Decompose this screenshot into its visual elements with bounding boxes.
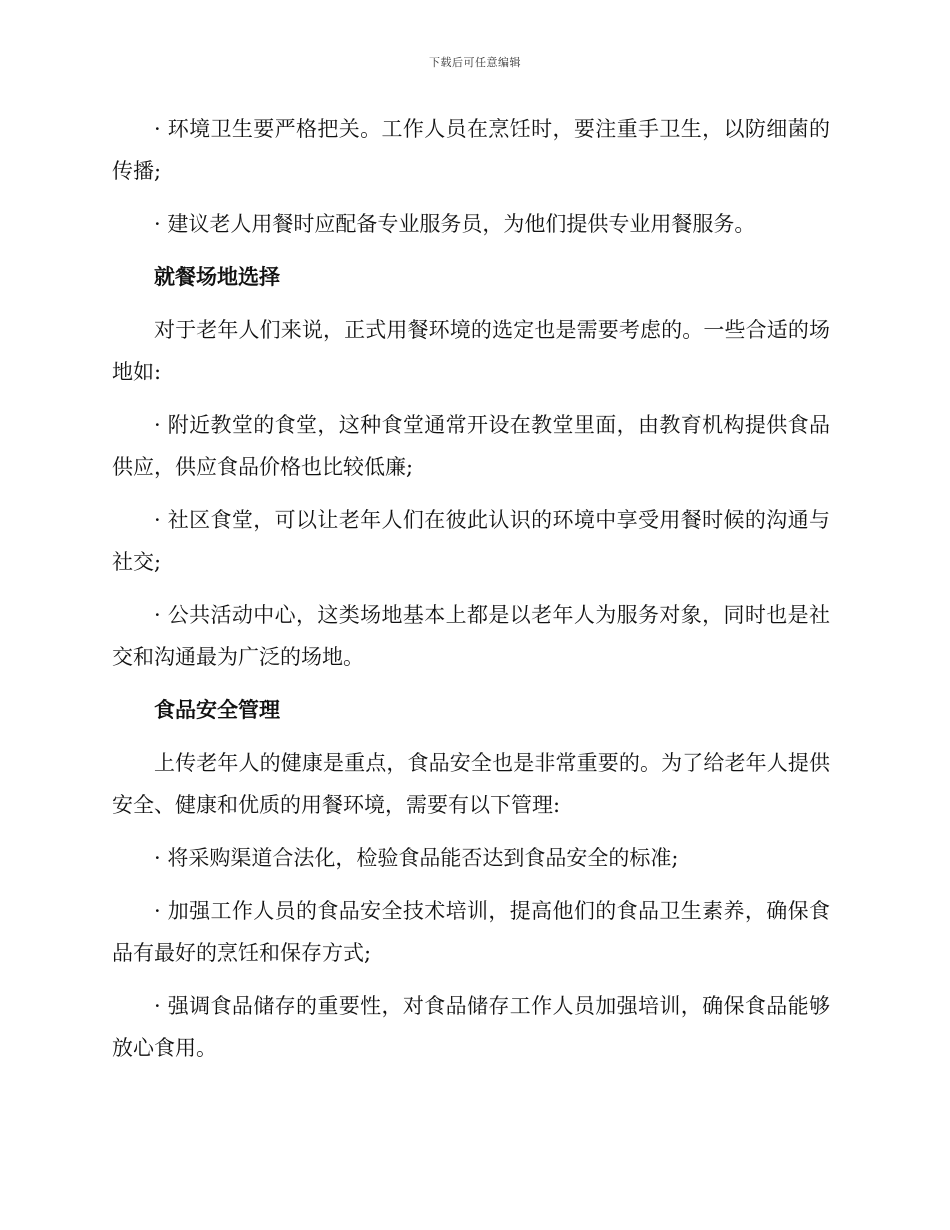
- document-body: [112, 108, 830, 1080]
- page-header: 下载后可任意编辑: [429, 56, 521, 69]
- section-heading-venue: 就餐场地选择: [154, 265, 280, 289]
- bullet-staff-training: · 加强工作人员的食品安全技术培训，提高他们的食品卫生素养，确保食品有最好的烹饪和保存方式;: [112, 899, 830, 965]
- bullet-church-canteen: · 附近教堂的食堂，这种食堂通常开设在教堂里面，由教育机构提供食品供应，供应食品价格也比较低廉;: [112, 413, 830, 479]
- bullet-food-storage: · 强调食品储存的重要性，对食品储存工作人员加强培训，确保食品能够放心食用。: [112, 994, 830, 1060]
- bullet-procurement: · 将采购渠道合法化，检验食品能否达到食品安全的标准;: [154, 846, 679, 870]
- bullet-service-staff: · 建议老人用餐时应配备专业服务员，为他们提供专业用餐服务。: [154, 212, 756, 236]
- food-safety-intro-paragraph: 上传老年人的健康是重点，食品安全也是非常重要的。为了给老年人提供安全、健康和优质的用餐环境，需要有以下管理:: [112, 751, 830, 817]
- venue-intro-paragraph: 对于老年人们来说，正式用餐环境的选定也是需要考虑的。一些合适的场地如:: [112, 318, 830, 384]
- bullet-activity-center: · 公共活动中心，这类场地基本上都是以老年人为服务对象，同时也是社交和沟通最为广泛的场地。: [112, 603, 830, 669]
- bullet-community-canteen: · 社区食堂，可以让老年人们在彼此认识的环境中享受用餐时候的沟通与社交;: [112, 508, 830, 574]
- section-heading-food-safety: 食品安全管理: [154, 698, 280, 722]
- bullet-hygiene: · 环境卫生要严格把关。工作人员在烹饪时，要注重手卫生，以防细菌的传播;: [112, 117, 830, 183]
